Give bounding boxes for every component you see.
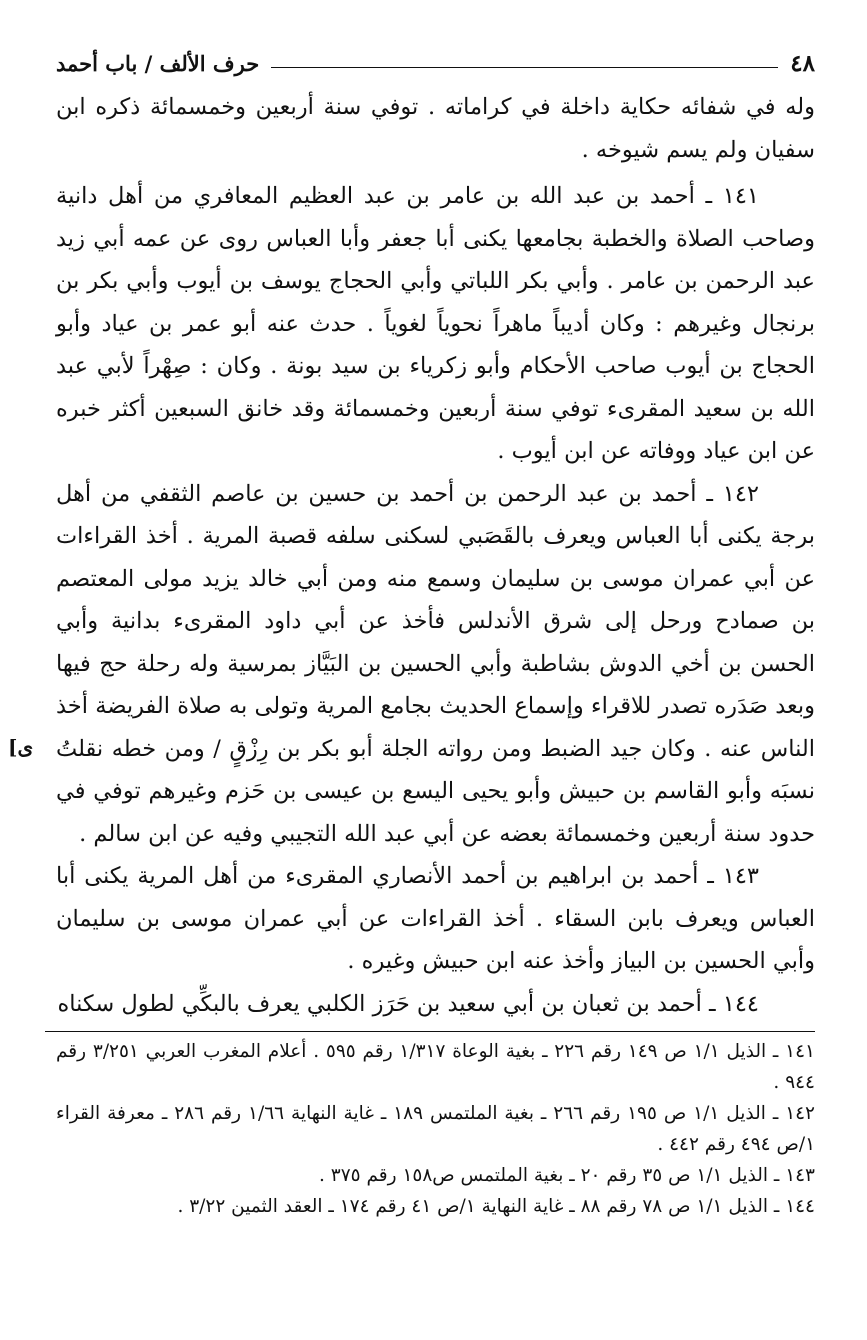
- margin-mark: [ى: [8, 735, 34, 759]
- page-header: [56, 46, 815, 80]
- header-rule: [271, 67, 778, 68]
- body-text: [56, 86, 815, 1025]
- footnote-144: ١٤٤ ـ الذيل ١/١ ص ٧٨ رقم ٨٨ ـ غاية النهاية ١/ص ٤١ رقم ١٧٤ ـ العقد الثمين ٣/٢٢ .: [177, 1196, 815, 1217]
- entry-142: ١٤٢ ـ أحمد بن عبد الرحمن بن أحمد بن حسين بن عاصم الثقفي من أهل برجة يكنى أبا العباس ويعرف بالقَصَبي لسكنى سلفه قصبة المرية . أخذ القراءات عن أبي عمران موسى بن سليمان وسمع منه ومن أبي خالد يزيد مولى المعتصم بن صمادح ورحل إلى شرق الأندلس فأخذ عن أبي داود المقرىء بدانية وأبي الحسن بن أخي الدوش بشاطبة وأبي الحسين بن البَيَّاز بمرسية وله رحلة حج فيها وبعد صَدَره تصدر للاقراء وإسماع الحديث بجامع المرية وتولى به صلاة الفريضة أخذ الناس عنه . وكان جيد الضبط ومن رواته الجلة أبو بكر بن رِزْقٍ / ومن خطه نقلتُ نسبَه وأبو القاسم بن حبيش وأبو يحيى اليسع بن عيسى بن حَزم وغيرهم توفي في حدود سنة أربعين وخمسمائة بعضه عن أبي عبد الله التجيبي وفيه عن ابن سالم .: [56, 480, 815, 847]
- footnote-rule: [45, 1031, 815, 1032]
- entry-141: ١٤١ ـ أحمد بن عبد الله بن عامر بن عبد العظيم المعافري من أهل دانية وصاحب الصلاة والخطبة بجامعها يكنى أبا جعفر وأبا العباس روى عن عمه أبي زيد عبد الرحمن بن عامر . وأبي بكر اللباتي وأبي الحجاج يوسف بن أيوب وأبي بكر بن برنجال وغيرهم : وكان أديباً ماهراً نحوياً لغوياً . حدث عنه أبو عمر بن عياد وأبو الحجاج بن أيوب صاحب الأحكام وأبو زكرياء بن سيد بونة . وكان : صِهْراً لأبي عبد الله بن سعيد المقرىء توفي سنة أربعين وخمسمائة وقد خانق السبعين أكثر خبره عن ابن عياد ووفاته عن ابن أيوب .: [56, 183, 815, 464]
- page-number: ٤٨: [790, 49, 815, 77]
- paragraph-continuation: وله في شفائه حكاية داخلة في كراماته . توفي سنة أربعين وخمسمائة ذكره ابن سفيان ولم يسم شيوخه .: [56, 94, 815, 163]
- footnotes: [56, 1036, 815, 1222]
- entry-143: ١٤٣ ـ أحمد بن ابراهيم بن أحمد الأنصاري المقرىء من أهل المرية يكنى أبا العباس ويعرف بابن السقاء . أخذ القراءات عن أبي عمران موسى بن سليمان وأبي الحسين بن البياز وأخذ عنه ابن حبيش وغيره .: [56, 863, 815, 974]
- footnote-141: ١٤١ ـ الذيل ١/١ ص ١٤٩ رقم ٢٢٦ ـ بغية الوعاة ١/٣١٧ رقم ٥٩٥ . أعلام المغرب العربي ٣/٢٥١ رقم ٩٤٤ .: [56, 1041, 815, 1093]
- running-title: حرف الألف / باب أحمد: [56, 50, 260, 76]
- footnote-142: ١٤٢ ـ الذيل ١/١ ص ١٩٥ رقم ٢٦٦ ـ بغية الملتمس ١٨٩ ـ غاية النهاية ١/٦٦ رقم ٢٨٦ ـ معرفة القراء ١/ص ٤٩٤ رقم ٤٤٢ .: [56, 1103, 815, 1155]
- footnote-143: ١٤٣ ـ الذيل ١/١ ص ٣٥ رقم ٢٠ ـ بغية الملتمس ص١٥٨ رقم ٣٧٥ .: [319, 1165, 815, 1186]
- entry-144: ١٤٤ ـ أحمد بن ثعبان بن أبي سعيد بن حَرَز الكلبي يعرف بالبكِّي لطول سكناه: [57, 990, 759, 1017]
